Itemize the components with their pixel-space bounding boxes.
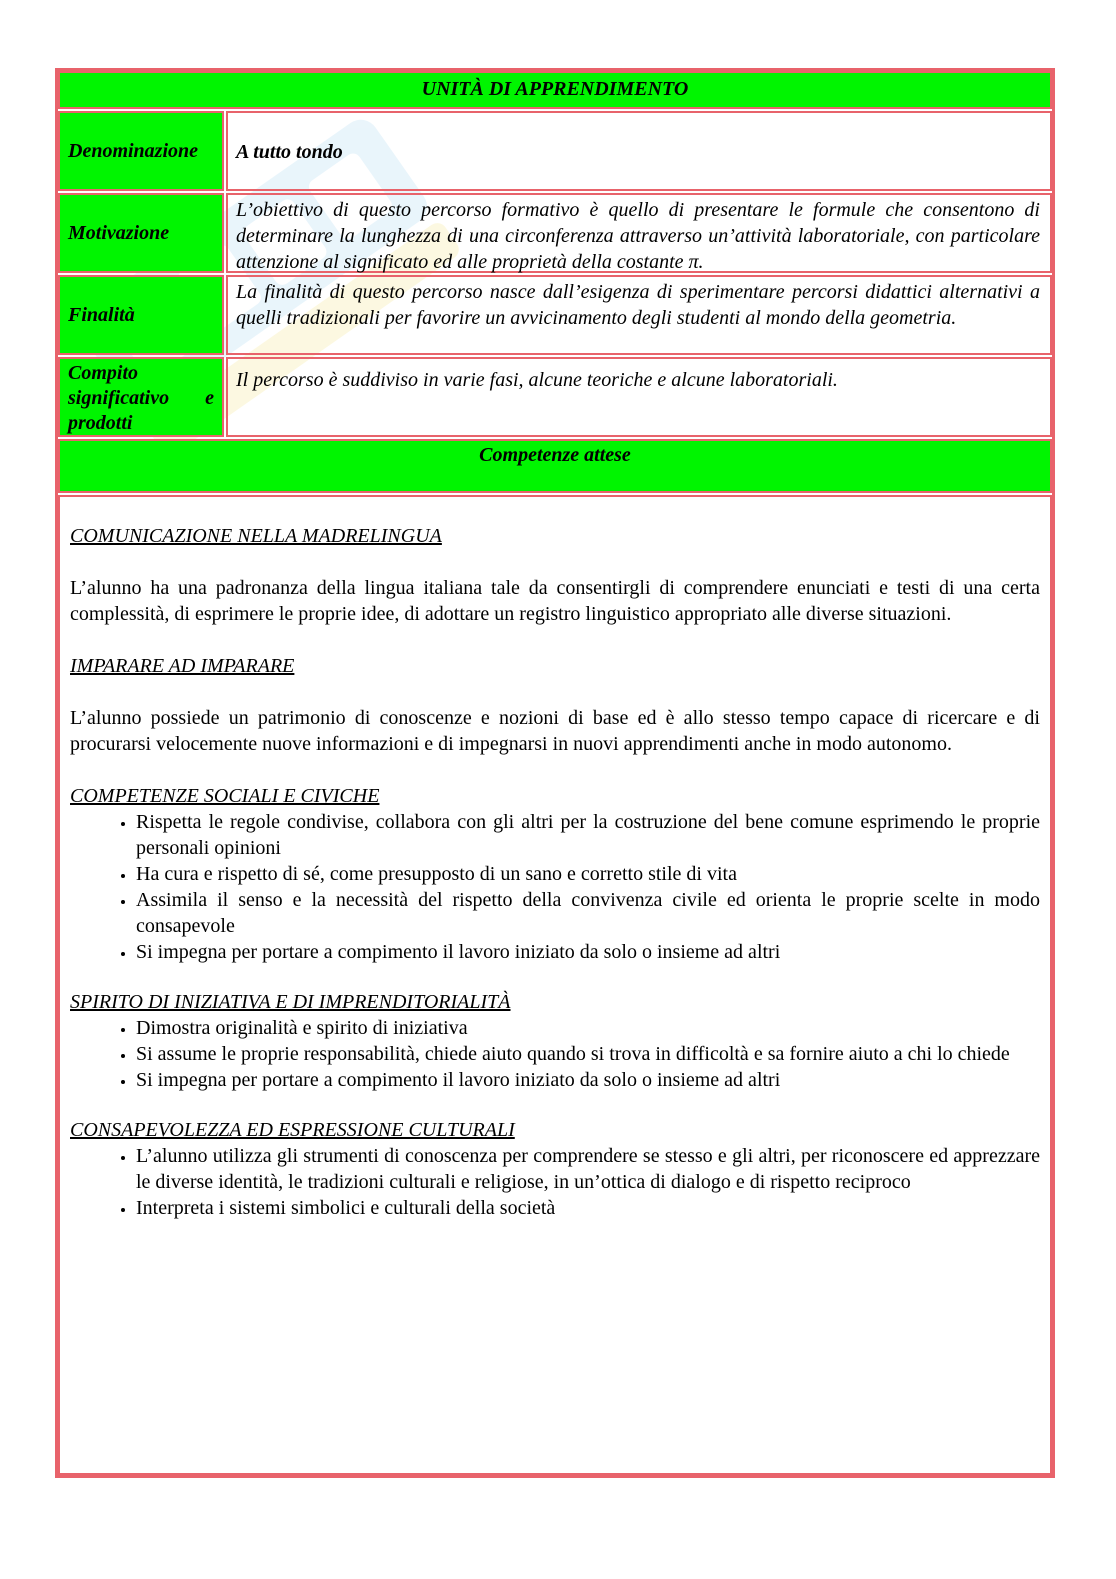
list-item: • Si impegna per portare a compimento il lavoro iniziato da solo o insieme ad altri (136, 939, 1040, 965)
list-iniziativa (70, 1015, 1040, 1093)
compito-value: Il percorso è suddiviso in varie fasi, alcune teoriche e alcune laboratoriali. (226, 357, 1052, 437)
motivazione-label: Motivazione (58, 193, 224, 273)
list-culturali (70, 1143, 1040, 1221)
list-item: • Interpreta i sistemi simbolici e culturali della società (136, 1195, 1040, 1221)
section-title-iniziativa: SPIRITO DI INIZIATIVA E DI IMPRENDITORIALITÀ (70, 991, 511, 1013)
section-text-imparare: L’alunno possiede un patrimonio di conoscenze e nozioni di base ed è allo stesso tempo capace di ricercare e di procurarsi velocemente nuove informazioni e di impegnarsi in nuovi apprendimenti anche in modo autonomo. (70, 707, 1040, 755)
list-item: • L’alunno utilizza gli strumenti di conoscenza per comprendere se stesso e gli altri, per riconoscere ed apprezzare le diverse identità, le tradizioni culturali e religiose, in un’ottica di dialogo e di rispetto reciproco (136, 1143, 1040, 1195)
denominazione-label: Denominazione (58, 111, 224, 191)
denominazione-value: A tutto tondo (226, 111, 1052, 191)
list-item: • Si impegna per portare a compimento il lavoro iniziato da solo o insieme ad altri (136, 1067, 1040, 1093)
list-item: • Rispetta le regole condivise, collabora con gli altri per la costruzione del bene comune esprimendo le proprie personali opinioni (136, 809, 1040, 861)
finalita-value: La finalità di questo percorso nasce dall’esigenza di sperimentare percorsi didattici alternativi a quelli tradizionali per favorire un avvicinamento degli studenti al mondo della geometria. (226, 275, 1052, 355)
list-sociali (70, 809, 1040, 965)
compito-label: Compito significativo e prodotti (58, 357, 224, 437)
section-text-madrelingua: L’alunno ha una padronanza della lingua italiana tale da consentirgli di comprendere enunciati e testi di una certa complessità, di esprimere le proprie idee, di adottare un registro linguistico appropriato alle diverse situazioni. (70, 577, 1040, 625)
list-item: • Ha cura e rispetto di sé, come presupposto di un sano e corretto stile di vita (136, 861, 1040, 887)
competenze-content (58, 495, 1052, 1475)
table-header-title: UNITÀ DI APPRENDIMENTO (58, 71, 1052, 109)
competenze-header: Competenze attese (58, 439, 1052, 493)
section-title-imparare: IMPARARE AD IMPARARE (70, 655, 295, 677)
section-title-culturali: CONSAPEVOLEZZA ED ESPRESSIONE CULTURALI (70, 1119, 515, 1141)
section-title-madrelingua: COMUNICAZIONE NELLA MADRELINGUA (70, 525, 442, 547)
finalita-label: Finalità (58, 275, 224, 355)
section-title-sociali: COMPETENZE SOCIALI E CIVICHE (70, 785, 380, 807)
list-item: • Si assume le proprie responsabilità, chiede aiuto quando si trova in difficoltà e sa fornire aiuto a chi lo chiede (136, 1041, 1040, 1067)
motivazione-value: L’obiettivo di questo percorso formativo è quello di presentare le formule che consentono di determinare la lunghezza di una circonferenza attraverso un’attività laboratoriale, con particolare attenzione al significato ed alle proprietà della costante π. (226, 193, 1052, 273)
list-item: • Dimostra originalità e spirito di iniziativa (136, 1015, 1040, 1041)
list-item: • Assimila il senso e la necessità del rispetto della convivenza civile ed orienta le proprie scelte in modo consapevole (136, 887, 1040, 939)
